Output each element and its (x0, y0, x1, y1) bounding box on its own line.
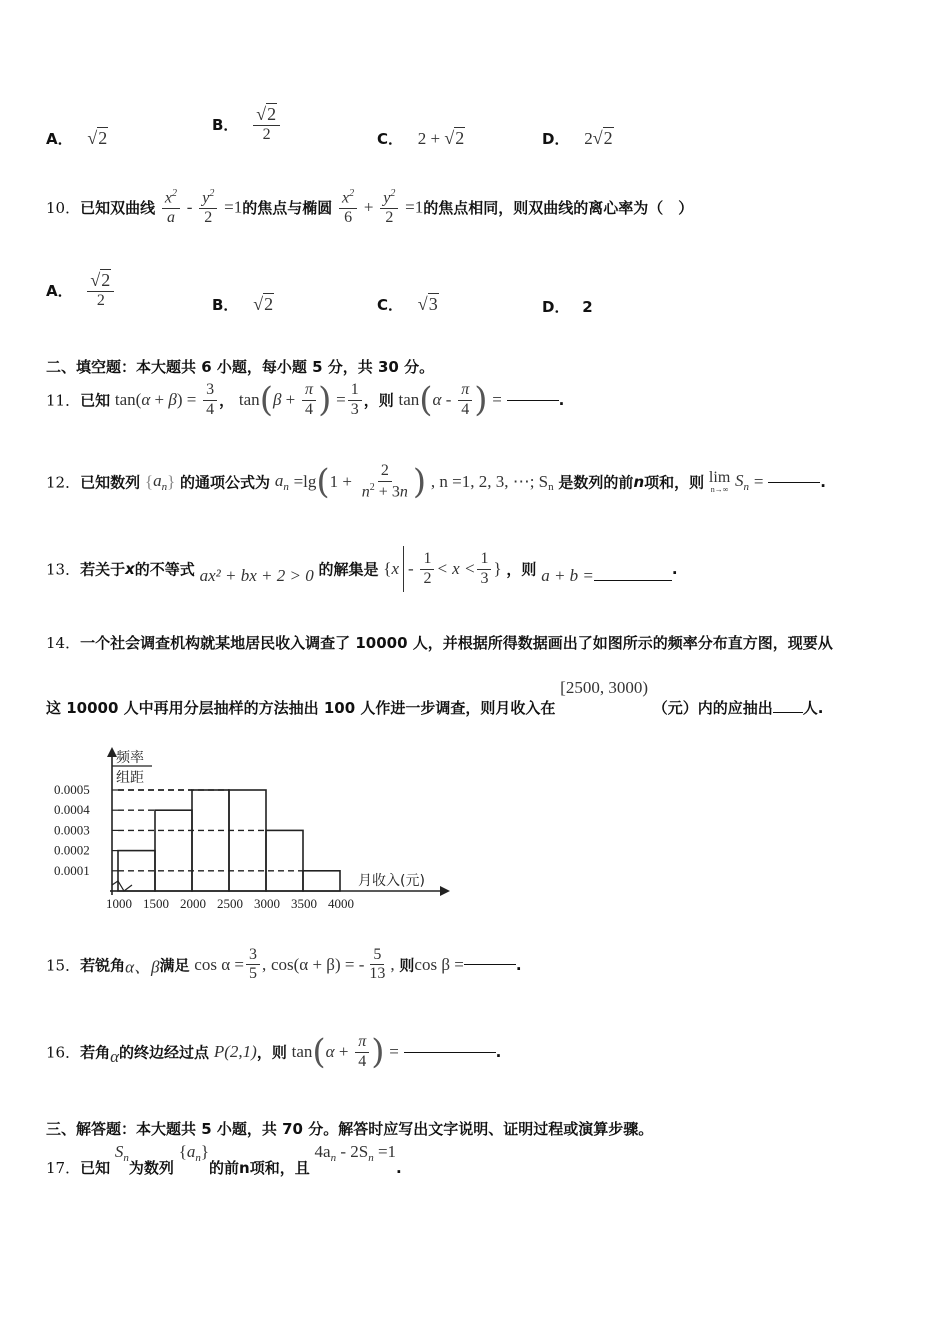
question-17: 17．已知 $S_n$为数列 $\{a_n\}$的前n项和，且 $4a_n - 2S_n =1$. (46, 1142, 402, 1177)
histogram-bar (266, 830, 303, 891)
q10-option-a: A． $\frac{√2}{2}$ (46, 270, 116, 311)
y-tick-label: 0.0004 (54, 802, 90, 818)
question-14-line2: 这 10000 人中再用分层抽样的方法抽出 100 人作进一步调查，则月收入在 [2500, 3000) （元）内的应抽出 人. (46, 678, 824, 717)
y-tick-label: 0.0005 (54, 782, 90, 797)
x-tick-label: 1000 (106, 896, 132, 911)
histogram-bar (192, 790, 229, 891)
y-tick-label: 0.0001 (54, 862, 90, 878)
question-10: 10．已知双曲线 $\frac{x^2}{a}$ - $\frac{y^2}{2}$ =1的焦点与椭圆 $\frac{x^2}{6}$ + $\frac{y^2}{2}$ =1的焦点相同，则双曲线的离心率为（ ） (46, 188, 694, 226)
histogram-bar (155, 810, 192, 891)
question-13: 13．若关于x的不等式 ax² + bx + 2 > 0 的解集是 {x - $\frac{1}{2}$ < x < $\frac{1}{3}$ } ，则 a + b = . (46, 546, 678, 592)
section-2-title: 二、填空题：本大题共 6 小题，每小题 5 分，共 30 分。 (46, 358, 435, 376)
histogram-bar (303, 871, 340, 891)
question-14-line1: 14．一个社会调查机构就某地居民收入调查了 10000 人，并根据所得数据画出了如图所示的频率分布直方图，现要从 (46, 634, 833, 652)
xlabel: 月收入(元) (358, 873, 425, 889)
x-tick-label: 2500 (217, 896, 243, 911)
ylabel-top: 频率 (116, 750, 144, 766)
x-tick-label: 4000 (328, 896, 354, 911)
frequency-histogram (40, 745, 460, 915)
histogram-bar (229, 790, 266, 891)
q10-option-d: D． 2 (542, 298, 593, 316)
x-tick-label: 3500 (291, 896, 317, 911)
q10-option-c: C． √3 (377, 294, 438, 314)
q9-option-a: A． √2 (46, 128, 108, 148)
q10-option-b: B． √2 (212, 294, 274, 314)
question-16: 16．若角α的终边经过点 P(2,1)，则 tan(α + $\frac{\pi}{4}$ ) = . (46, 1032, 502, 1072)
y-tick-label: 0.0002 (54, 842, 90, 858)
y-tick-label: 0.0003 (54, 822, 90, 838)
x-tick-label: 2000 (180, 896, 206, 911)
ylabel-bottom: 组距 (116, 770, 144, 786)
q9-option-d: D． 2√2 (542, 128, 613, 148)
q9-option-b: B． $\frac{√2}{2}$ (212, 104, 282, 145)
x-tick-label: 1500 (143, 896, 169, 911)
q9-option-c: C． 2 + √2 (377, 128, 465, 148)
question-12: 12．已知数列 $\{a_n\}$ 的通项公式为 $a_n =\lg(1$ + $\frac{2}{n^2 + 3n}$ ) , n =1, 2, 3, ⋯; $S_n$ 是数列的前n项和，则 lim n→∞ $S_n$ = . (46, 462, 826, 502)
question-11: 11．已知 tan(α + β) = $\frac{3}{4}$ ， tan(β + $\frac{\pi}{4}$ ) = $\frac{1}{3}$ ，则 tan(α - $\frac{\pi}{4}$ ) = . (46, 380, 565, 420)
x-tick-label: 3000 (254, 896, 280, 911)
section-3-title: 三、解答题：本大题共 5 小题，共 70 分。解答时应写出文字说明、证明过程或演算步骤。 (46, 1120, 654, 1138)
question-15: 15．若锐角α、β满足 cos α = $\frac{3}{5}$ , cos(α + β) = - $\frac{5}{13}$ , 则cos β = . (46, 946, 522, 983)
